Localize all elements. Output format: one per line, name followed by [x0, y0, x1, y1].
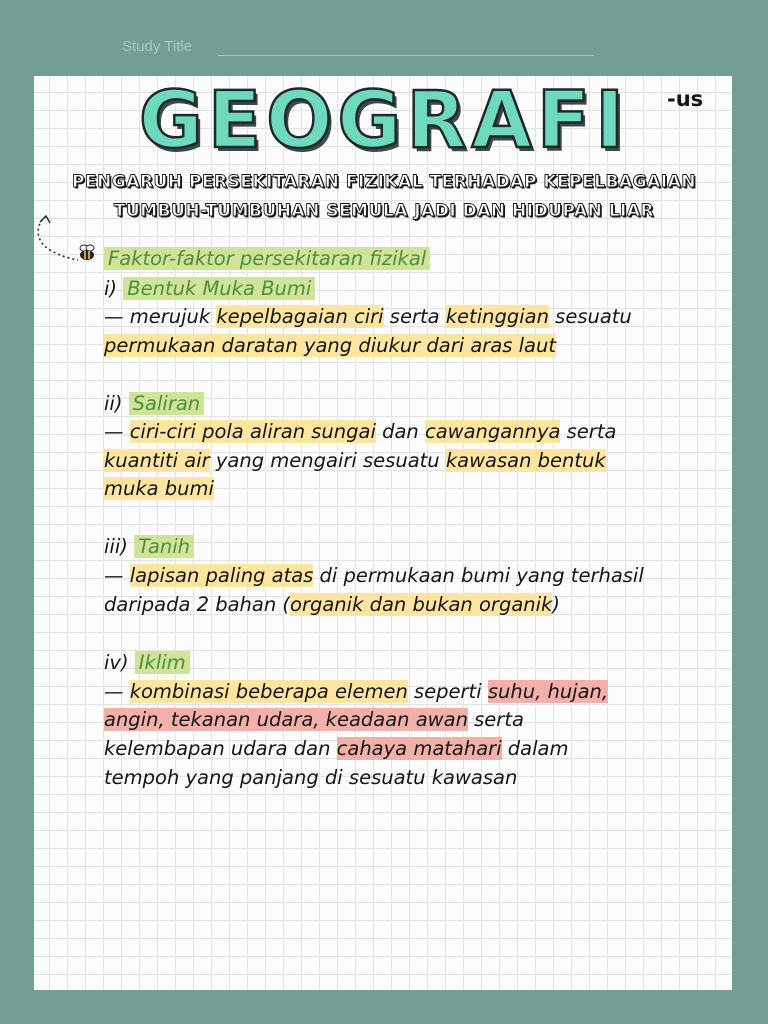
text-segment: dan — [375, 420, 425, 443]
text-segment: tempoh yang panjang di sesuatu kawasan — [104, 766, 518, 789]
factor-1-desc-line-2 — [104, 334, 556, 357]
highlight-segment: muka bumi — [104, 477, 214, 500]
highlight-segment: permukaan daratan yang — [104, 334, 359, 357]
study-title-underline — [218, 55, 594, 56]
factor-4-desc-line-3 — [104, 737, 569, 760]
factor-2-name: Saliran — [129, 392, 205, 415]
author-tag: -us — [667, 87, 704, 111]
subtitle-line-2: TUMBUH-TUMBUHAN SEMULA JADI DAN HIDUPAN LIAR — [113, 201, 655, 221]
subtitle-line-1: PENGARUH PERSEKITARAN FIZIKAL TERHADAP KEPELBAGAIAN — [72, 172, 696, 192]
factor-4-desc-line-2 — [104, 708, 524, 731]
study-title-label: Study Title — [122, 38, 193, 55]
factor-3-number: iii) — [104, 535, 128, 558]
text-segment: — — [104, 564, 130, 587]
factor-4-desc-line-1 — [104, 680, 608, 703]
bee-icon — [74, 244, 98, 262]
factor-2-desc-line-1 — [104, 420, 616, 443]
factor-4-desc-line-4 — [104, 766, 517, 789]
text-segment: sesuatu — [548, 305, 632, 328]
factor-3-heading — [104, 535, 194, 558]
section-heading — [104, 247, 430, 270]
text-segment: serta — [383, 305, 446, 328]
highlight-segment: lapisan paling atas — [129, 564, 314, 587]
highlight-segment: ketinggian — [445, 305, 549, 328]
highlight-segment: kuantiti air — [104, 449, 210, 472]
highlight-segment: suhu, hujan, — [487, 680, 609, 703]
factor-1-heading — [104, 277, 315, 300]
section-heading-text: Faktor-faktor persekitaran fizikal — [104, 247, 430, 270]
factor-2-desc-line-2 — [104, 449, 606, 472]
factor-2-number: ii) — [104, 392, 123, 415]
factor-3-desc-line-1 — [104, 564, 644, 587]
factor-1-desc-line-1 — [104, 305, 632, 328]
factor-4-number: iv) — [104, 651, 129, 674]
factor-1-name: Bentuk Muka Bumi — [123, 277, 315, 300]
factor-2-desc-line-3 — [104, 477, 214, 500]
text-segment: serta — [560, 420, 617, 443]
factor-1-number: i) — [104, 277, 118, 300]
text-segment: di permukaan bumi yang terhasil — [313, 564, 644, 587]
factor-4-name: Iklim — [135, 651, 190, 674]
text-segment: — — [104, 680, 130, 703]
text-segment: daripada 2 bahan ( — [104, 593, 291, 616]
highlight-segment: kepelbagaian ciri — [216, 305, 384, 328]
highlight-segment: kawasan bentuk — [445, 449, 606, 472]
text-segment: ) — [552, 593, 560, 616]
text-segment: yang mengairi sesuatu — [209, 449, 446, 472]
factor-3-desc-line-2 — [104, 593, 560, 616]
text-segment: dalam — [501, 737, 569, 760]
text-segment: serta — [467, 708, 524, 731]
highlight-segment: organik dan bukan organik — [290, 593, 553, 616]
factor-3-name: Tanih — [134, 535, 194, 558]
highlight-segment: ciri-ciri pola aliran sungai — [129, 420, 376, 443]
text-segment: seperti — [407, 680, 488, 703]
highlight-segment: angin, tekanan udara, keadaan awan — [104, 708, 468, 731]
factor-2-heading — [104, 392, 204, 415]
text-segment: kelembapan udara dan — [104, 737, 337, 760]
factor-4-heading — [104, 651, 190, 674]
text-segment: — merujuk — [104, 305, 217, 328]
highlight-segment: kombinasi beberapa elemen — [129, 680, 408, 703]
text-segment: — — [104, 420, 130, 443]
highlight-segment: cahaya matahari — [336, 737, 502, 760]
highlight-segment: diukur dari aras laut — [358, 334, 557, 357]
page-title: GEOGRAFI — [138, 76, 630, 166]
highlight-segment: cawangannya — [424, 420, 561, 443]
